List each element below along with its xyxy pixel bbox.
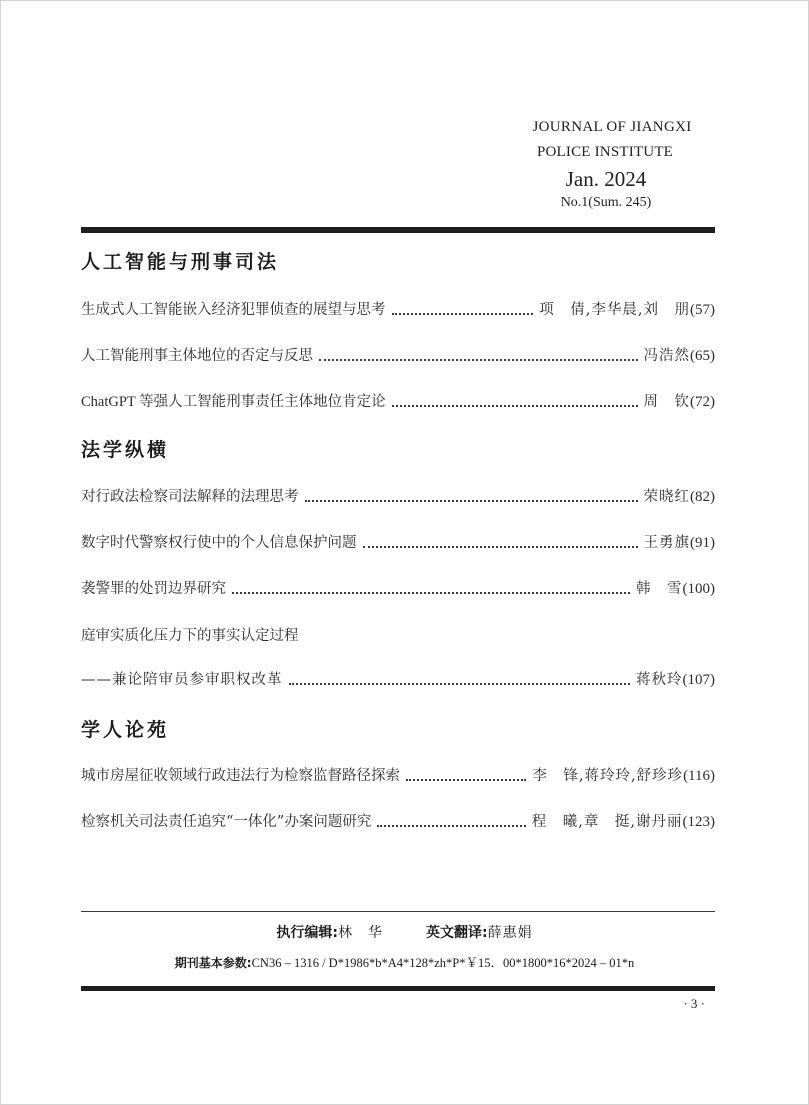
dot-leader (377, 824, 525, 827)
article-authors: 周 钦 (643, 394, 690, 410)
article-title: 袭警罪的处罚边界研究 (81, 581, 226, 597)
dot-leader (392, 404, 638, 407)
parameters-label: 期刊基本参数: (174, 956, 252, 970)
article-page: (57) (690, 302, 715, 318)
toc-entry[interactable] (81, 484, 715, 506)
article-title: 检察机关司法责任追究“一体化”办案问题研究 (81, 814, 372, 830)
journal-parameters (1, 953, 808, 971)
article-authors: 韩 雪 (636, 581, 683, 597)
article-authors: 荣晓红 (643, 489, 690, 505)
toc-entry[interactable] (81, 667, 715, 689)
journal-name-line1: JOURNAL OF JIANGXI (532, 119, 692, 135)
footer-divider-bottom (81, 986, 715, 991)
toc-entry[interactable] (81, 297, 715, 319)
journal-header (0, 119, 808, 219)
article-authors: 程 曦,章 挺,谢丹丽 (531, 814, 683, 830)
section-title: 法学纵横 (81, 439, 170, 461)
article-title: 对行政法检察司法解释的法理思考 (81, 489, 299, 505)
toc-entry[interactable] (81, 343, 715, 365)
dot-leader (406, 778, 526, 781)
page-number: · 3 · (683, 996, 705, 1011)
article-authors: 李 锋,蒋玲玲,舒珍珍 (532, 768, 684, 784)
dot-leader (289, 682, 631, 685)
dot-leader (392, 312, 534, 315)
footer-divider-top (81, 911, 715, 912)
article-page: (82) (690, 489, 715, 505)
footer-editors (1, 922, 808, 942)
article-page: (72) (690, 394, 715, 410)
section-title: 人工智能与刑事司法 (81, 251, 280, 273)
article-title: 城市房屋征收领域行政违法行为检察监督路径探索 (81, 768, 400, 784)
article-title[interactable]: 庭审实质化压力下的事实认定过程 (81, 628, 299, 644)
toc-entry[interactable] (81, 576, 715, 598)
article-authors: 冯浩然 (643, 348, 690, 364)
article-authors: 蒋秋玲 (636, 672, 683, 688)
article-title: 生成式人工智能嵌入经济犯罪侦查的展望与思考 (81, 302, 386, 318)
header-divider (81, 227, 715, 233)
toc-entry[interactable] (81, 389, 715, 411)
article-page: (65) (690, 348, 715, 364)
dot-leader (232, 591, 630, 594)
article-page: (107) (682, 672, 715, 688)
journal-issue: No.1(Sum. 245) (560, 195, 652, 210)
article-title: 人工智能刑事主体地位的否定与反思 (81, 348, 313, 364)
journal-name-line2: POLICE INSTITUTE (536, 144, 674, 160)
dot-leader (305, 499, 638, 502)
toc-entry[interactable] (81, 809, 715, 831)
dot-leader (363, 545, 638, 548)
article-page: (91) (690, 535, 715, 551)
article-title: 数字时代警察权行使中的个人信息保护问题 (81, 535, 357, 551)
article-authors: 项 倩,李华晨,刘 朋 (539, 302, 690, 318)
executive-editor-label: 执行编辑: (276, 925, 338, 941)
dot-leader (319, 358, 638, 361)
article-page: (116) (683, 768, 715, 784)
toc-entry[interactable] (81, 763, 715, 785)
journal-date: Jan. 2024 (565, 167, 647, 191)
translator: 薛惠娟 (487, 925, 533, 941)
section-title: 学人论苑 (81, 719, 170, 741)
article-title: ChatGPT 等强人工智能刑事责任主体地位肯定论 (81, 394, 386, 410)
translator-label: 英文翻译: (426, 925, 488, 941)
executive-editor: 林 华 (338, 925, 383, 941)
toc-entry[interactable] (81, 530, 715, 552)
parameters-value: CN36 – 1316 / D*1986*b*A4*128*zh*P*￥15．00*1800*16*2024 – 01*n (251, 956, 635, 970)
article-authors: 王勇旗 (643, 535, 690, 551)
article-subtitle: ——兼论陪审员参审职权改革 (81, 672, 283, 688)
article-page: (123) (682, 814, 715, 830)
article-page: (100) (682, 581, 715, 597)
